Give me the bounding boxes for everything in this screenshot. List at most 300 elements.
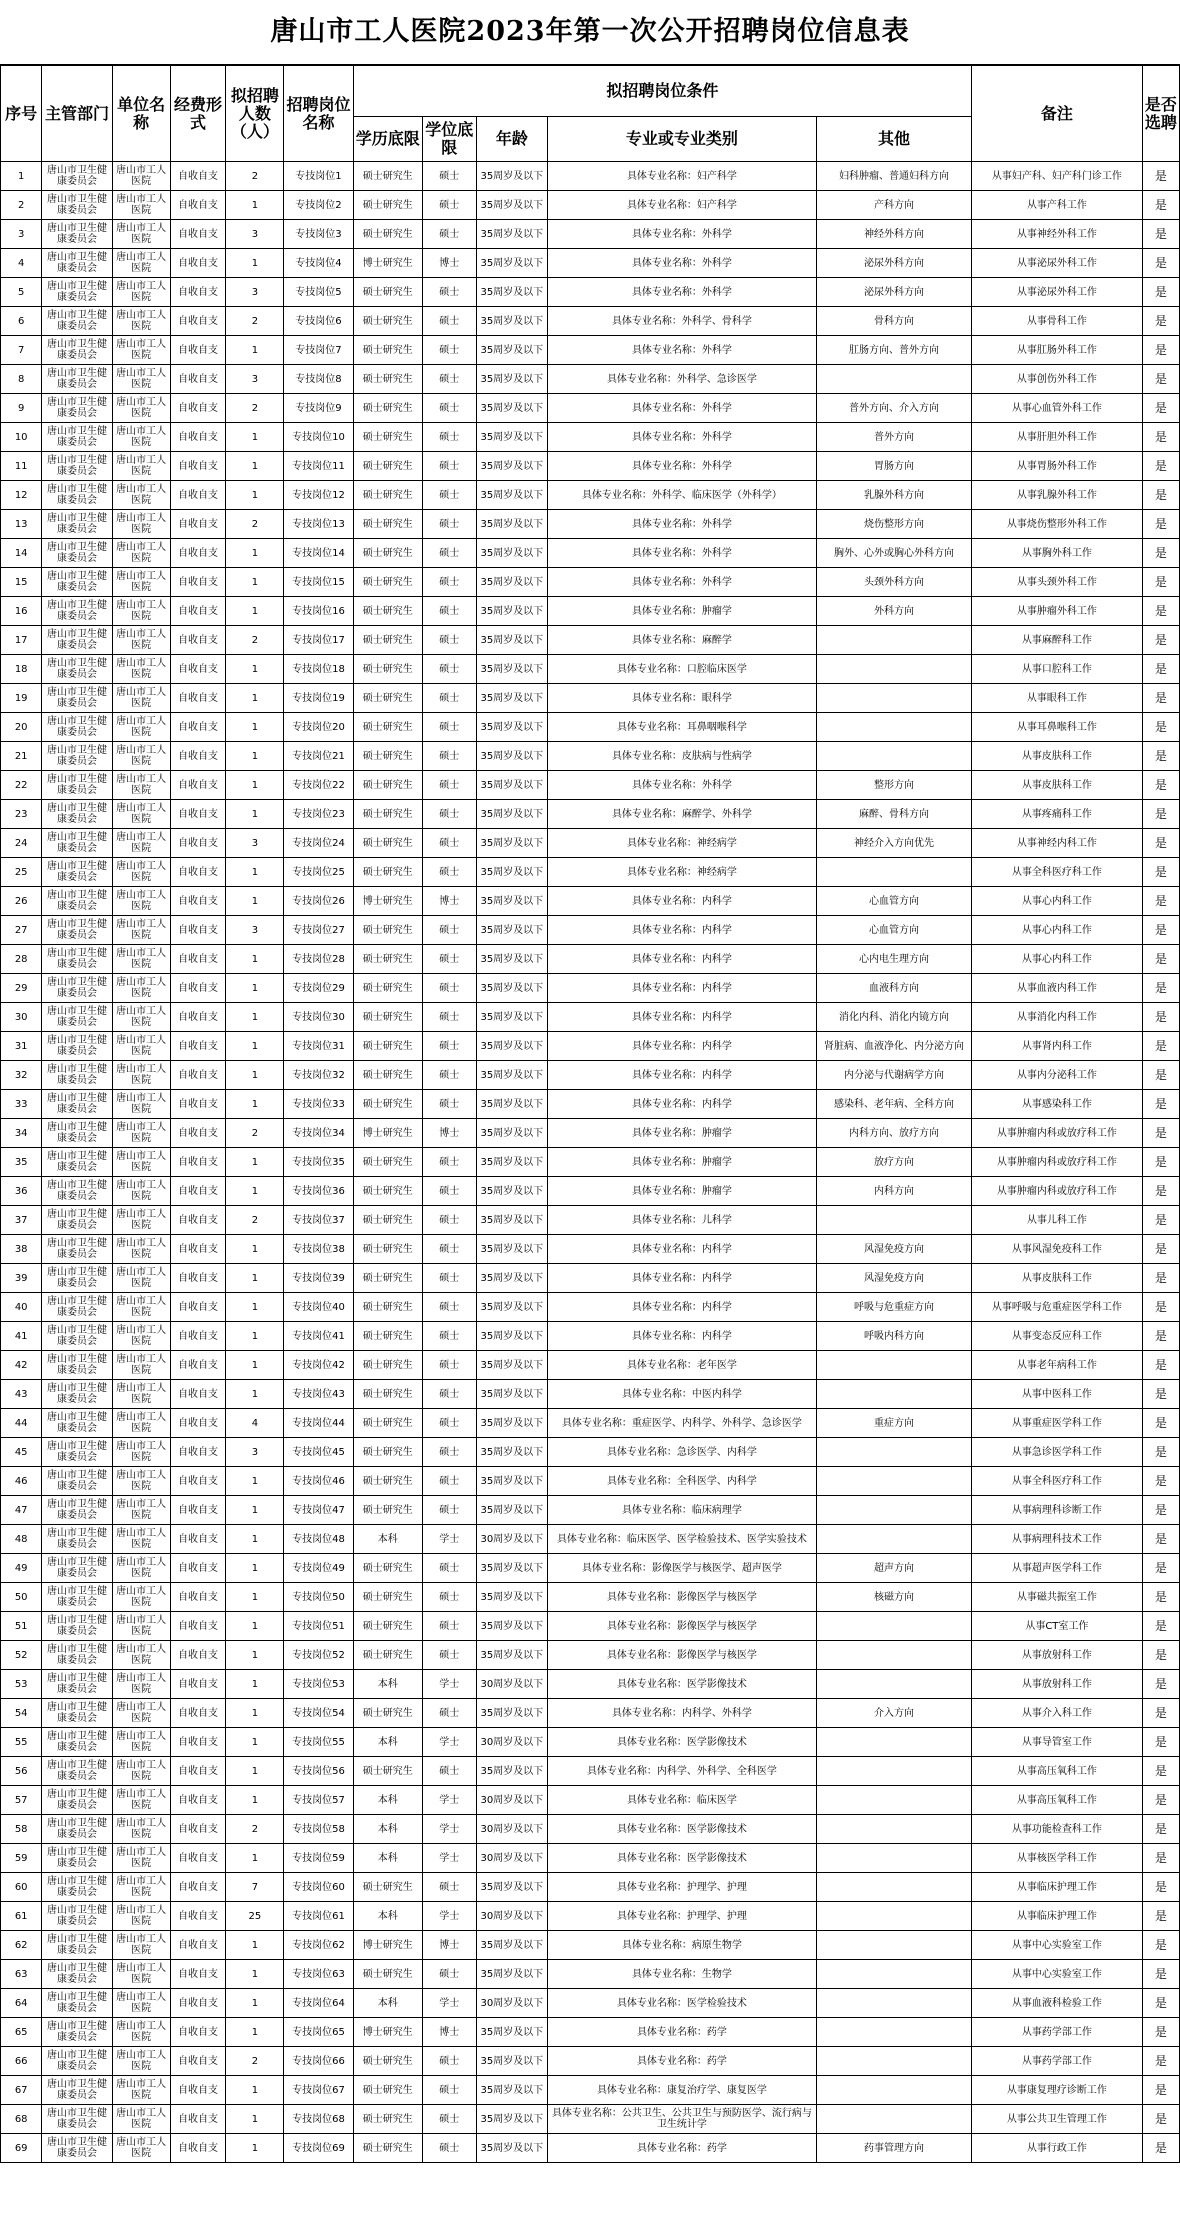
cell-remark: 从事肿瘤内科或放疗科工作: [972, 1177, 1143, 1206]
cell-select: 是: [1142, 1235, 1179, 1264]
cell-unit: 唐山市工人医院: [112, 742, 170, 771]
cell-select: 是: [1142, 1003, 1179, 1032]
cell-major: 具体专业名称：中医内科学: [548, 1380, 817, 1409]
cell-dept: 唐山市卫生健康委员会: [42, 1119, 112, 1148]
table-row: [1, 1264, 1180, 1293]
cell-count: 1: [226, 1293, 284, 1322]
cell-remark: 从事头颈外科工作: [972, 568, 1143, 597]
table-row: [1, 1177, 1180, 1206]
cell-count: 1: [226, 1148, 284, 1177]
table-row: [1, 626, 1180, 655]
cell-edu: 硕士研究生: [353, 1322, 422, 1351]
table-row: [1, 858, 1180, 887]
table-row: [1, 191, 1180, 220]
cell-post: 专技岗位31: [284, 1032, 353, 1061]
cell-seq: 51: [1, 1612, 42, 1641]
cell-count: 2: [226, 394, 284, 423]
cell-seq: 58: [1, 1815, 42, 1844]
cell-select: 是: [1142, 2134, 1179, 2163]
table-row: [1, 2018, 1180, 2047]
cell-fund: 自收自支: [170, 1496, 226, 1525]
cell-select: 是: [1142, 162, 1179, 191]
cell-count: 1: [226, 1264, 284, 1293]
cell-fund: 自收自支: [170, 220, 226, 249]
cell-post: 专技岗位13: [284, 510, 353, 539]
cell-post: 专技岗位68: [284, 2105, 353, 2134]
cell-fund: 自收自支: [170, 510, 226, 539]
cell-fund: 自收自支: [170, 1003, 226, 1032]
cell-seq: 16: [1, 597, 42, 626]
page-title: 唐山市工人医院2023年第一次公开招聘岗位信息表: [0, 0, 1180, 65]
cell-age: 35周岁及以下: [476, 1931, 547, 1960]
cell-seq: 12: [1, 481, 42, 510]
cell-fund: 自收自支: [170, 1844, 226, 1873]
cell-fund: 自收自支: [170, 771, 226, 800]
cell-seq: 45: [1, 1438, 42, 1467]
cell-age: 35周岁及以下: [476, 2076, 547, 2105]
cell-count: 1: [226, 887, 284, 916]
table-row: [1, 1699, 1180, 1728]
cell-other: [816, 626, 971, 655]
cell-fund: 自收自支: [170, 1061, 226, 1090]
cell-seq: 22: [1, 771, 42, 800]
cell-degree: 硕士: [422, 713, 476, 742]
cell-major: 具体专业名称：全科医学、内科学: [548, 1467, 817, 1496]
cell-edu: 硕士研究生: [353, 742, 422, 771]
table-row: [1, 1467, 1180, 1496]
cell-age: 35周岁及以下: [476, 1873, 547, 1902]
cell-seq: 52: [1, 1641, 42, 1670]
cell-remark: 从事药学部工作: [972, 2018, 1143, 2047]
cell-select: 是: [1142, 1873, 1179, 1902]
cell-major: 具体专业名称：外科学、急诊医学: [548, 365, 817, 394]
cell-count: 1: [226, 1728, 284, 1757]
cell-major: 具体专业名称：影像医学与核医学、超声医学: [548, 1554, 817, 1583]
cell-unit: 唐山市工人医院: [112, 249, 170, 278]
cell-seq: 35: [1, 1148, 42, 1177]
table-row: [1, 1293, 1180, 1322]
table-row: [1, 597, 1180, 626]
cell-select: 是: [1142, 1409, 1179, 1438]
cell-count: 1: [226, 684, 284, 713]
cell-unit: 唐山市工人医院: [112, 771, 170, 800]
header-fund: 经费形式: [170, 66, 226, 162]
cell-degree: 硕士: [422, 1090, 476, 1119]
cell-unit: 唐山市工人医院: [112, 452, 170, 481]
cell-major: 具体专业名称：药学: [548, 2047, 817, 2076]
cell-remark: 从事皮肤科工作: [972, 771, 1143, 800]
cell-edu: 硕士研究生: [353, 1409, 422, 1438]
cell-other: 头颈外科方向: [816, 568, 971, 597]
cell-major: 具体专业名称：外科学: [548, 336, 817, 365]
recruitment-table: [0, 65, 1180, 2163]
cell-other: 骨科方向: [816, 307, 971, 336]
cell-seq: 14: [1, 539, 42, 568]
cell-dept: 唐山市卫生健康委员会: [42, 568, 112, 597]
cell-post: 专技岗位17: [284, 626, 353, 655]
cell-age: 35周岁及以下: [476, 2047, 547, 2076]
cell-unit: 唐山市工人医院: [112, 336, 170, 365]
cell-other: 血液科方向: [816, 974, 971, 1003]
cell-major: 具体专业名称：康复治疗学、康复医学: [548, 2076, 817, 2105]
cell-seq: 46: [1, 1467, 42, 1496]
cell-degree: 硕士: [422, 916, 476, 945]
cell-unit: 唐山市工人医院: [112, 1235, 170, 1264]
cell-edu: 本科: [353, 1786, 422, 1815]
cell-edu: 硕士研究生: [353, 220, 422, 249]
cell-seq: 47: [1, 1496, 42, 1525]
cell-count: 1: [226, 568, 284, 597]
cell-count: 1: [226, 539, 284, 568]
cell-other: 泌尿外科方向: [816, 249, 971, 278]
cell-edu: 硕士研究生: [353, 365, 422, 394]
cell-count: 1: [226, 1525, 284, 1554]
cell-unit: 唐山市工人医院: [112, 1380, 170, 1409]
cell-seq: 5: [1, 278, 42, 307]
cell-other: 药事管理方向: [816, 2134, 971, 2163]
cell-count: 2: [226, 626, 284, 655]
cell-seq: 3: [1, 220, 42, 249]
cell-fund: 自收自支: [170, 1699, 226, 1728]
table-row: [1, 1090, 1180, 1119]
cell-major: 具体专业名称：内科学: [548, 1003, 817, 1032]
cell-edu: 硕士研究生: [353, 1612, 422, 1641]
cell-count: 1: [226, 1467, 284, 1496]
cell-degree: 硕士: [422, 1757, 476, 1786]
table-row: [1, 307, 1180, 336]
cell-fund: 自收自支: [170, 742, 226, 771]
cell-degree: 硕士: [422, 1699, 476, 1728]
cell-unit: 唐山市工人医院: [112, 1496, 170, 1525]
cell-dept: 唐山市卫生健康委员会: [42, 191, 112, 220]
cell-age: 35周岁及以下: [476, 626, 547, 655]
cell-edu: 博士研究生: [353, 1931, 422, 1960]
cell-count: 1: [226, 742, 284, 771]
cell-other: [816, 1931, 971, 1960]
cell-fund: 自收自支: [170, 191, 226, 220]
cell-select: 是: [1142, 1699, 1179, 1728]
cell-degree: 硕士: [422, 1612, 476, 1641]
cell-degree: 学士: [422, 1525, 476, 1554]
table-row: [1, 655, 1180, 684]
cell-select: 是: [1142, 655, 1179, 684]
cell-degree: 硕士: [422, 1496, 476, 1525]
cell-degree: 学士: [422, 1728, 476, 1757]
cell-remark: 从事产科工作: [972, 191, 1143, 220]
cell-unit: 唐山市工人医院: [112, 1409, 170, 1438]
cell-dept: 唐山市卫生健康委员会: [42, 2047, 112, 2076]
cell-major: 具体专业名称：内科学: [548, 1061, 817, 1090]
cell-seq: 57: [1, 1786, 42, 1815]
cell-major: 具体专业名称：肿瘤学: [548, 1177, 817, 1206]
cell-major: 具体专业名称：外科学: [548, 539, 817, 568]
cell-degree: 硕士: [422, 191, 476, 220]
cell-select: 是: [1142, 191, 1179, 220]
cell-dept: 唐山市卫生健康委员会: [42, 307, 112, 336]
cell-other: 神经介入方向优先: [816, 829, 971, 858]
cell-seq: 49: [1, 1554, 42, 1583]
cell-count: 3: [226, 220, 284, 249]
cell-seq: 30: [1, 1003, 42, 1032]
cell-degree: 硕士: [422, 307, 476, 336]
cell-fund: 自收自支: [170, 1351, 226, 1380]
cell-age: 35周岁及以下: [476, 452, 547, 481]
cell-select: 是: [1142, 1351, 1179, 1380]
cell-fund: 自收自支: [170, 1728, 226, 1757]
cell-count: 1: [226, 945, 284, 974]
cell-seq: 39: [1, 1264, 42, 1293]
cell-age: 35周岁及以下: [476, 1467, 547, 1496]
cell-remark: 从事乳腺外科工作: [972, 481, 1143, 510]
cell-seq: 67: [1, 2076, 42, 2105]
cell-seq: 31: [1, 1032, 42, 1061]
cell-dept: 唐山市卫生健康委员会: [42, 2105, 112, 2134]
cell-major: 具体专业名称：影像医学与核医学: [548, 1583, 817, 1612]
cell-remark: 从事心内科工作: [972, 945, 1143, 974]
cell-post: 专技岗位21: [284, 742, 353, 771]
cell-remark: 从事肾内科工作: [972, 1032, 1143, 1061]
cell-major: 具体专业名称：内科学、外科学、全科医学: [548, 1757, 817, 1786]
cell-count: 2: [226, 1206, 284, 1235]
cell-other: 烧伤整形方向: [816, 510, 971, 539]
cell-select: 是: [1142, 1061, 1179, 1090]
cell-degree: 硕士: [422, 829, 476, 858]
cell-degree: 硕士: [422, 626, 476, 655]
cell-edu: 本科: [353, 1902, 422, 1931]
cell-seq: 1: [1, 162, 42, 191]
cell-remark: 从事皮肤科工作: [972, 1264, 1143, 1293]
cell-count: 1: [226, 1786, 284, 1815]
cell-age: 35周岁及以下: [476, 1496, 547, 1525]
cell-post: 专技岗位57: [284, 1786, 353, 1815]
cell-post: 专技岗位29: [284, 974, 353, 1003]
table-row: [1, 742, 1180, 771]
cell-dept: 唐山市卫生健康委员会: [42, 1699, 112, 1728]
table-row: [1, 452, 1180, 481]
cell-select: 是: [1142, 945, 1179, 974]
cell-seq: 13: [1, 510, 42, 539]
cell-degree: 学士: [422, 1786, 476, 1815]
cell-remark: 从事磁共振室工作: [972, 1583, 1143, 1612]
cell-post: 专技岗位65: [284, 2018, 353, 2047]
cell-select: 是: [1142, 1496, 1179, 1525]
cell-post: 专技岗位10: [284, 423, 353, 452]
cell-count: 1: [226, 1583, 284, 1612]
cell-dept: 唐山市卫生健康委员会: [42, 1641, 112, 1670]
cell-dept: 唐山市卫生健康委员会: [42, 1293, 112, 1322]
cell-major: 具体专业名称：内科学: [548, 1235, 817, 1264]
cell-count: 1: [226, 800, 284, 829]
cell-unit: 唐山市工人医院: [112, 916, 170, 945]
cell-major: 具体专业名称：临床病理学: [548, 1496, 817, 1525]
cell-count: 2: [226, 162, 284, 191]
cell-post: 专技岗位22: [284, 771, 353, 800]
cell-seq: 44: [1, 1409, 42, 1438]
cell-post: 专技岗位7: [284, 336, 353, 365]
cell-degree: 硕士: [422, 568, 476, 597]
cell-select: 是: [1142, 481, 1179, 510]
cell-count: 1: [226, 1641, 284, 1670]
table-row: [1, 1786, 1180, 1815]
cell-age: 35周岁及以下: [476, 1351, 547, 1380]
cell-count: 1: [226, 1670, 284, 1699]
cell-remark: 从事重症医学科工作: [972, 1409, 1143, 1438]
cell-seq: 10: [1, 423, 42, 452]
cell-age: 35周岁及以下: [476, 481, 547, 510]
cell-post: 专技岗位19: [284, 684, 353, 713]
cell-seq: 18: [1, 655, 42, 684]
cell-age: 35周岁及以下: [476, 394, 547, 423]
cell-edu: 硕士研究生: [353, 481, 422, 510]
cell-age: 35周岁及以下: [476, 365, 547, 394]
cell-post: 专技岗位8: [284, 365, 353, 394]
cell-unit: 唐山市工人医院: [112, 1264, 170, 1293]
cell-post: 专技岗位37: [284, 1206, 353, 1235]
cell-degree: 硕士: [422, 1467, 476, 1496]
cell-unit: 唐山市工人医院: [112, 1438, 170, 1467]
cell-edu: 硕士研究生: [353, 800, 422, 829]
cell-other: [816, 2047, 971, 2076]
cell-dept: 唐山市卫生健康委员会: [42, 858, 112, 887]
cell-major: 具体专业名称：药学: [548, 2018, 817, 2047]
cell-unit: 唐山市工人医院: [112, 1844, 170, 1873]
cell-major: 具体专业名称：护理学、护理: [548, 1873, 817, 1902]
cell-count: 1: [226, 771, 284, 800]
cell-edu: 硕士研究生: [353, 162, 422, 191]
cell-degree: 硕士: [422, 1641, 476, 1670]
cell-edu: 硕士研究生: [353, 1554, 422, 1583]
cell-degree: 学士: [422, 1815, 476, 1844]
cell-unit: 唐山市工人医院: [112, 2134, 170, 2163]
cell-fund: 自收自支: [170, 1786, 226, 1815]
table-row: [1, 336, 1180, 365]
cell-post: 专技岗位42: [284, 1351, 353, 1380]
cell-dept: 唐山市卫生健康委员会: [42, 1148, 112, 1177]
cell-edu: 硕士研究生: [353, 771, 422, 800]
cell-dept: 唐山市卫生健康委员会: [42, 597, 112, 626]
cell-unit: 唐山市工人医院: [112, 1873, 170, 1902]
header-degree: 学位底限: [422, 117, 476, 162]
cell-count: 1: [226, 1757, 284, 1786]
cell-degree: 硕士: [422, 771, 476, 800]
table-row: [1, 510, 1180, 539]
cell-select: 是: [1142, 1583, 1179, 1612]
cell-degree: 硕士: [422, 1380, 476, 1409]
cell-age: 35周岁及以下: [476, 1380, 547, 1409]
cell-remark: 从事超声医学科工作: [972, 1554, 1143, 1583]
cell-other: 心血管方向: [816, 916, 971, 945]
table-row: [1, 365, 1180, 394]
cell-dept: 唐山市卫生健康委员会: [42, 249, 112, 278]
cell-degree: 硕士: [422, 1264, 476, 1293]
cell-count: 1: [226, 713, 284, 742]
cell-dept: 唐山市卫生健康委员会: [42, 1351, 112, 1380]
header-post: 招聘岗位名称: [284, 66, 353, 162]
cell-major: 具体专业名称：内科学: [548, 974, 817, 1003]
cell-fund: 自收自支: [170, 945, 226, 974]
table-body: [1, 162, 1180, 2163]
cell-other: [816, 1641, 971, 1670]
cell-other: [816, 1786, 971, 1815]
table-row: [1, 1119, 1180, 1148]
cell-edu: 硕士研究生: [353, 1293, 422, 1322]
cell-dept: 唐山市卫生健康委员会: [42, 1206, 112, 1235]
cell-unit: 唐山市工人医院: [112, 829, 170, 858]
cell-degree: 硕士: [422, 162, 476, 191]
cell-post: 专技岗位34: [284, 1119, 353, 1148]
cell-select: 是: [1142, 858, 1179, 887]
table-row: [1, 1003, 1180, 1032]
cell-degree: 硕士: [422, 1438, 476, 1467]
cell-other: [816, 713, 971, 742]
cell-age: 35周岁及以下: [476, 771, 547, 800]
cell-other: 外科方向: [816, 597, 971, 626]
cell-count: 1: [226, 655, 284, 684]
cell-edu: 硕士研究生: [353, 597, 422, 626]
cell-degree: 硕士: [422, 945, 476, 974]
cell-remark: 从事肿瘤外科工作: [972, 597, 1143, 626]
table-row: [1, 945, 1180, 974]
cell-unit: 唐山市工人医院: [112, 1032, 170, 1061]
cell-post: 专技岗位14: [284, 539, 353, 568]
cell-other: 内科方向: [816, 1177, 971, 1206]
cell-degree: 学士: [422, 1670, 476, 1699]
cell-age: 35周岁及以下: [476, 336, 547, 365]
cell-dept: 唐山市卫生健康委员会: [42, 1757, 112, 1786]
cell-seq: 42: [1, 1351, 42, 1380]
cell-seq: 15: [1, 568, 42, 597]
cell-select: 是: [1142, 510, 1179, 539]
cell-count: 1: [226, 1612, 284, 1641]
cell-edu: 硕士研究生: [353, 2076, 422, 2105]
cell-major: 具体专业名称：神经病学: [548, 858, 817, 887]
cell-degree: 硕士: [422, 2105, 476, 2134]
cell-post: 专技岗位64: [284, 1989, 353, 2018]
cell-dept: 唐山市卫生健康委员会: [42, 2076, 112, 2105]
cell-select: 是: [1142, 1380, 1179, 1409]
cell-degree: 硕士: [422, 365, 476, 394]
table-row: [1, 1061, 1180, 1090]
cell-age: 35周岁及以下: [476, 655, 547, 684]
cell-dept: 唐山市卫生健康委员会: [42, 278, 112, 307]
cell-remark: 从事全科医疗科工作: [972, 1467, 1143, 1496]
cell-remark: 从事心血管外科工作: [972, 394, 1143, 423]
cell-major: 具体专业名称：重症医学、内科学、外科学、急诊医学: [548, 1409, 817, 1438]
cell-major: 具体专业名称：麻醉学: [548, 626, 817, 655]
cell-remark: 从事导管室工作: [972, 1728, 1143, 1757]
cell-dept: 唐山市卫生健康委员会: [42, 1583, 112, 1612]
cell-remark: 从事介入科工作: [972, 1699, 1143, 1728]
cell-edu: 硕士研究生: [353, 278, 422, 307]
table-row: [1, 2076, 1180, 2105]
cell-select: 是: [1142, 684, 1179, 713]
cell-post: 专技岗位24: [284, 829, 353, 858]
cell-count: 4: [226, 1409, 284, 1438]
cell-dept: 唐山市卫生健康委员会: [42, 452, 112, 481]
cell-age: 35周岁及以下: [476, 307, 547, 336]
cell-seq: 64: [1, 1989, 42, 2018]
cell-remark: 从事公共卫生管理工作: [972, 2105, 1143, 2134]
cell-dept: 唐山市卫生健康委员会: [42, 713, 112, 742]
cell-post: 专技岗位11: [284, 452, 353, 481]
cell-post: 专技岗位5: [284, 278, 353, 307]
cell-other: [816, 1815, 971, 1844]
table-row: [1, 423, 1180, 452]
cell-other: [816, 1873, 971, 1902]
cell-dept: 唐山市卫生健康委员会: [42, 1032, 112, 1061]
cell-seq: 24: [1, 829, 42, 858]
cell-degree: 硕士: [422, 220, 476, 249]
